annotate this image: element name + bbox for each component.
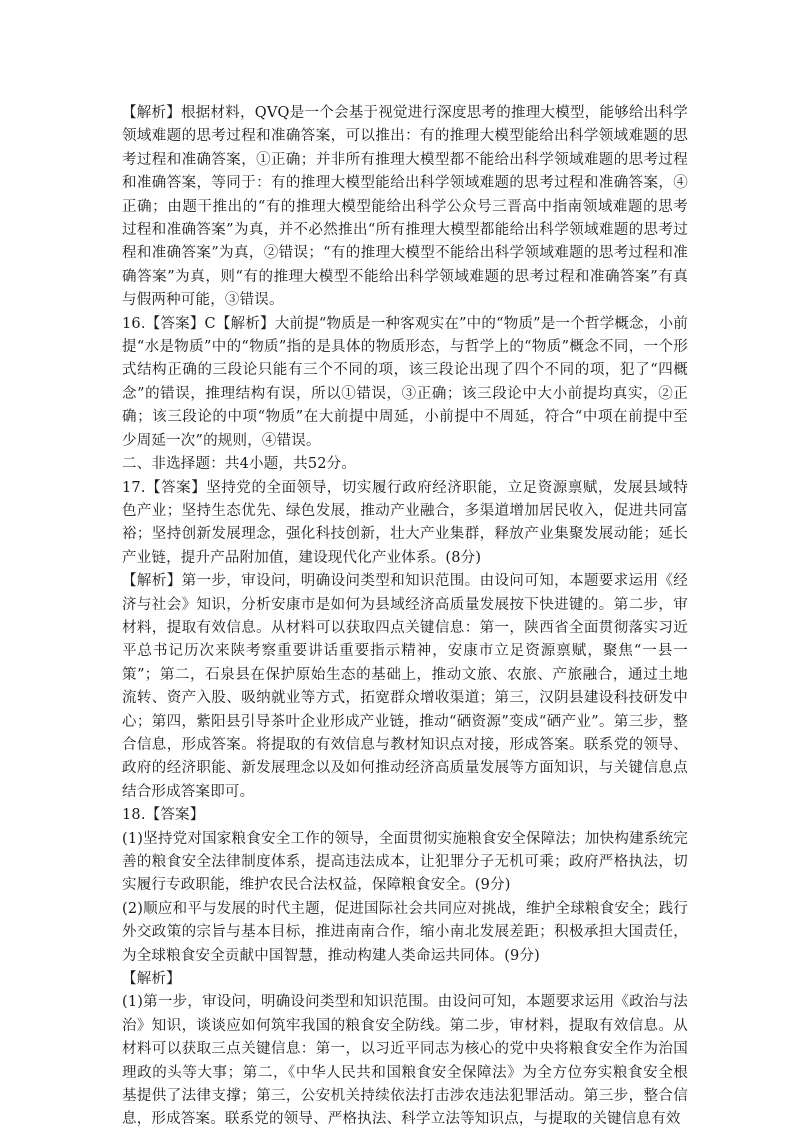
analysis-paragraph-q17: 【解析】第一步，审设问，明确设问类型和知识范围。由设问可知，本题要求运用《经济与社会》知识，分析安康市是如何为县域经济高质量发展按下快进键的。第二步，审材料，提取有效信息。从材料可以获取四点关键信息：第一，陕西省全面贯彻落实习近平总书记历次来陕考察重要讲话重要指示精神，安康市立足资源禀赋，聚焦“一县一策”；第二，石泉县在保护原始生态的基础上，推动文旅、农旅、产旅融合，通过土地流转、资产入股、吸纳就业等方式，拓宽群众增收渠道；第三，汉阴县建设科技研发中心；第四，紫阳县引导茶叶企业形成产业链，推动“硒资源”变成“硒产业”。第三步，整合信息，形成答案。将提取的有效信息与教材知识点对接，形成答案。联系党的领导、政府的经济职能、新发展理念以及如何推动经济高质量发展等方面知识，与关键信息点结合形成答案即可。 [122,573,688,800]
answer-q18-part2: (2)顺应和平与发展的时代主题，促进国际社会共同应对挑战，维护全球粮食安全；践行外交政策的宗旨与基本目标，推进南南合作，缩小南北发展差距；积极承担大国责任，为全球粮食安全贡献中国智慧，推动构建人类命运共同体。(9分) [122,900,688,964]
answer-paragraph-q17: 17.【答案】坚持党的全面领导，切实履行政府经济职能，立足资源禀赋，发展县域特色产业；坚持生态优先、绿色发展，推动产业融合，多渠道增加居民收入，促进共同富裕；坚持创新发展理念，强化科技创新，壮大产业集群，释放产业集聚发展动能；延长产业链，提升产品附加值，建设现代化产业体系。(8分) [122,479,688,566]
answer-paragraph-q16: 16.【答案】C【解析】大前提“物质是一种客观实在”中的“物质”是一个哲学概念，小前提“水是物质”中的“物质”指的是具体的物质形态，与哲学上的“物质”概念不同，一个形式结构正确的三段论只能有三个不同的项，该三段论出现了四个不同的项，犯了“四概念”的错误，推理结构有误，所以①错误，③正确；该三段论中大小前提均真实，②正确；该三段论的中项“物质”在大前提中周延，小前提中不周延，符合“中项在前提中至少周延一次”的规则，④错误。 [122,315,688,449]
analysis-q18-part1: (1)第一步，审设问，明确设问类型和知识范围。由设问可知，本题要求运用《政治与法治》知识，谈谈应如何筑牢我国的粮食安全防线。第二步，审材料，提取有效信息。从材料可以获取三点关键信息：第一，以习近平同志为核心的党中央将粮食安全作为治国理政的头等大事；第二，《中华人民共和国粮食安全保障法》为全方位夯实粮食安全根基提供了法律支撑；第三，公安机关持续依法打击涉农违法犯罪活动。第三步，整合信息，形成答案。联系党的领导、严格执法、科学立法等知识点，与提取的关键信息有效 [122,994,688,1128]
analysis-heading-q18: 【解析】 [122,971,181,988]
answer-heading-q18: 18.【答案】 [122,807,205,824]
analysis-paragraph-q15: 【解析】根据材料，QVQ是一个会基于视觉进行深度思考的推理大模型，能够给出科学领域难题的思考过程和准确答案，可以推出：有的推理大模型能给出科学领域难题的思考过程和准确答案，①正确；并非所有推理大模型都不能给出科学领域难题的思考过程和准确答案，等同于：有的推理大模型能给出科学领域难题的思考过程和准确答案，④正确；由题干推出的“有的推理大模型能给出科学公众号三晋高中指南领域难题的思考过程和准确答案”为真，并不必然推出“所有推理大模型都能给出科学领域难题的思考过程和准确答案”为真，②错误；“有的推理大模型不能给出科学领域难题的思考过程和准确答案”为真，则“有的推理大模型不能给出科学领域难题的思考过程和准确答案”有真与假两种可能，③错误。 [122,105,688,309]
answer-q18-part1: (1)坚持党对国家粮食安全工作的领导，全面贯彻实施粮食安全保障法；加快构建系统完善的粮食安全法律制度体系，提高违法成本，让犯罪分子无机可乘；政府严格执法，切实履行专政职能，维护农民合法权益，保障粮食安全。(9分) [122,830,688,894]
section-heading-non-choice: 二、非选择题：共4小题，共52分。 [122,456,357,473]
document-page [122,102,688,1132]
